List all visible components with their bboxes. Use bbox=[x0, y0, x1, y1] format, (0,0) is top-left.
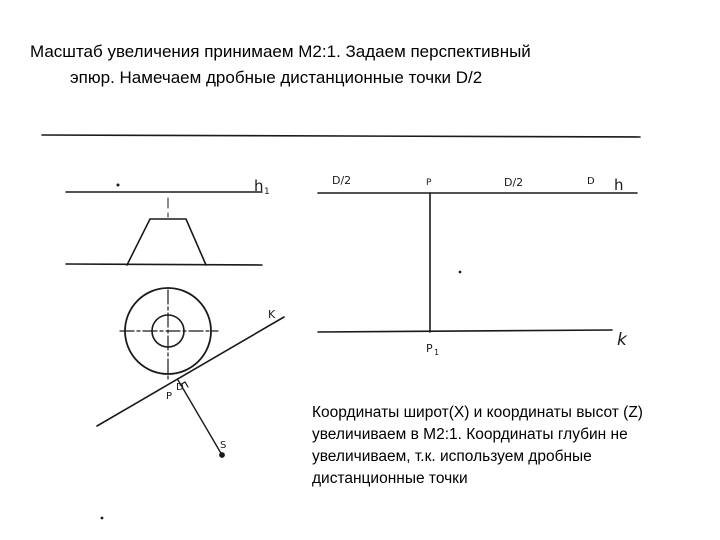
label-p1-sub: 1 bbox=[434, 348, 440, 357]
label-d2-left: D/2 bbox=[332, 174, 352, 187]
title-line-1: Масштаб увеличения принимаем М2:1. Задаем перспективный bbox=[30, 42, 531, 61]
note-line-2: увеличиваем в М2:1. Координаты глубин не bbox=[312, 426, 628, 443]
label-s: S bbox=[220, 440, 227, 451]
top-reference-line bbox=[42, 135, 640, 137]
note-line-3: увеличиваем, т.к. используем дробные bbox=[312, 448, 592, 465]
picture-base-line-k bbox=[318, 330, 612, 332]
station-point-s bbox=[220, 453, 225, 458]
frontal-trapezoid bbox=[127, 219, 206, 265]
stray-dot-bottom bbox=[101, 517, 103, 519]
viewing-ray-s bbox=[178, 380, 222, 455]
explanation-note bbox=[312, 402, 702, 490]
label-p-left: P bbox=[166, 391, 173, 402]
label-h: h bbox=[614, 176, 624, 194]
note-line-1: Координаты широт(X) и координаты высот (Z) bbox=[312, 404, 643, 421]
label-h1: h bbox=[254, 177, 264, 195]
label-k-right: k bbox=[617, 330, 627, 350]
label-d-top: D bbox=[587, 176, 595, 187]
label-k-left: K bbox=[268, 308, 276, 321]
label-p1: P bbox=[426, 342, 433, 355]
frontal-base-line bbox=[66, 264, 262, 265]
stray-dot-left bbox=[117, 184, 119, 186]
title-line-2: эпюр. Намечаем дробные дистанционные точки D/2 bbox=[70, 68, 483, 87]
label-p-top: P bbox=[426, 178, 432, 188]
stray-dot-right bbox=[459, 271, 461, 273]
label-d2-right: D/2 bbox=[504, 176, 524, 189]
note-line-4: дистанционные точки bbox=[312, 470, 468, 487]
label-h1-sub: 1 bbox=[264, 187, 270, 197]
label-d-left: D bbox=[176, 382, 184, 393]
